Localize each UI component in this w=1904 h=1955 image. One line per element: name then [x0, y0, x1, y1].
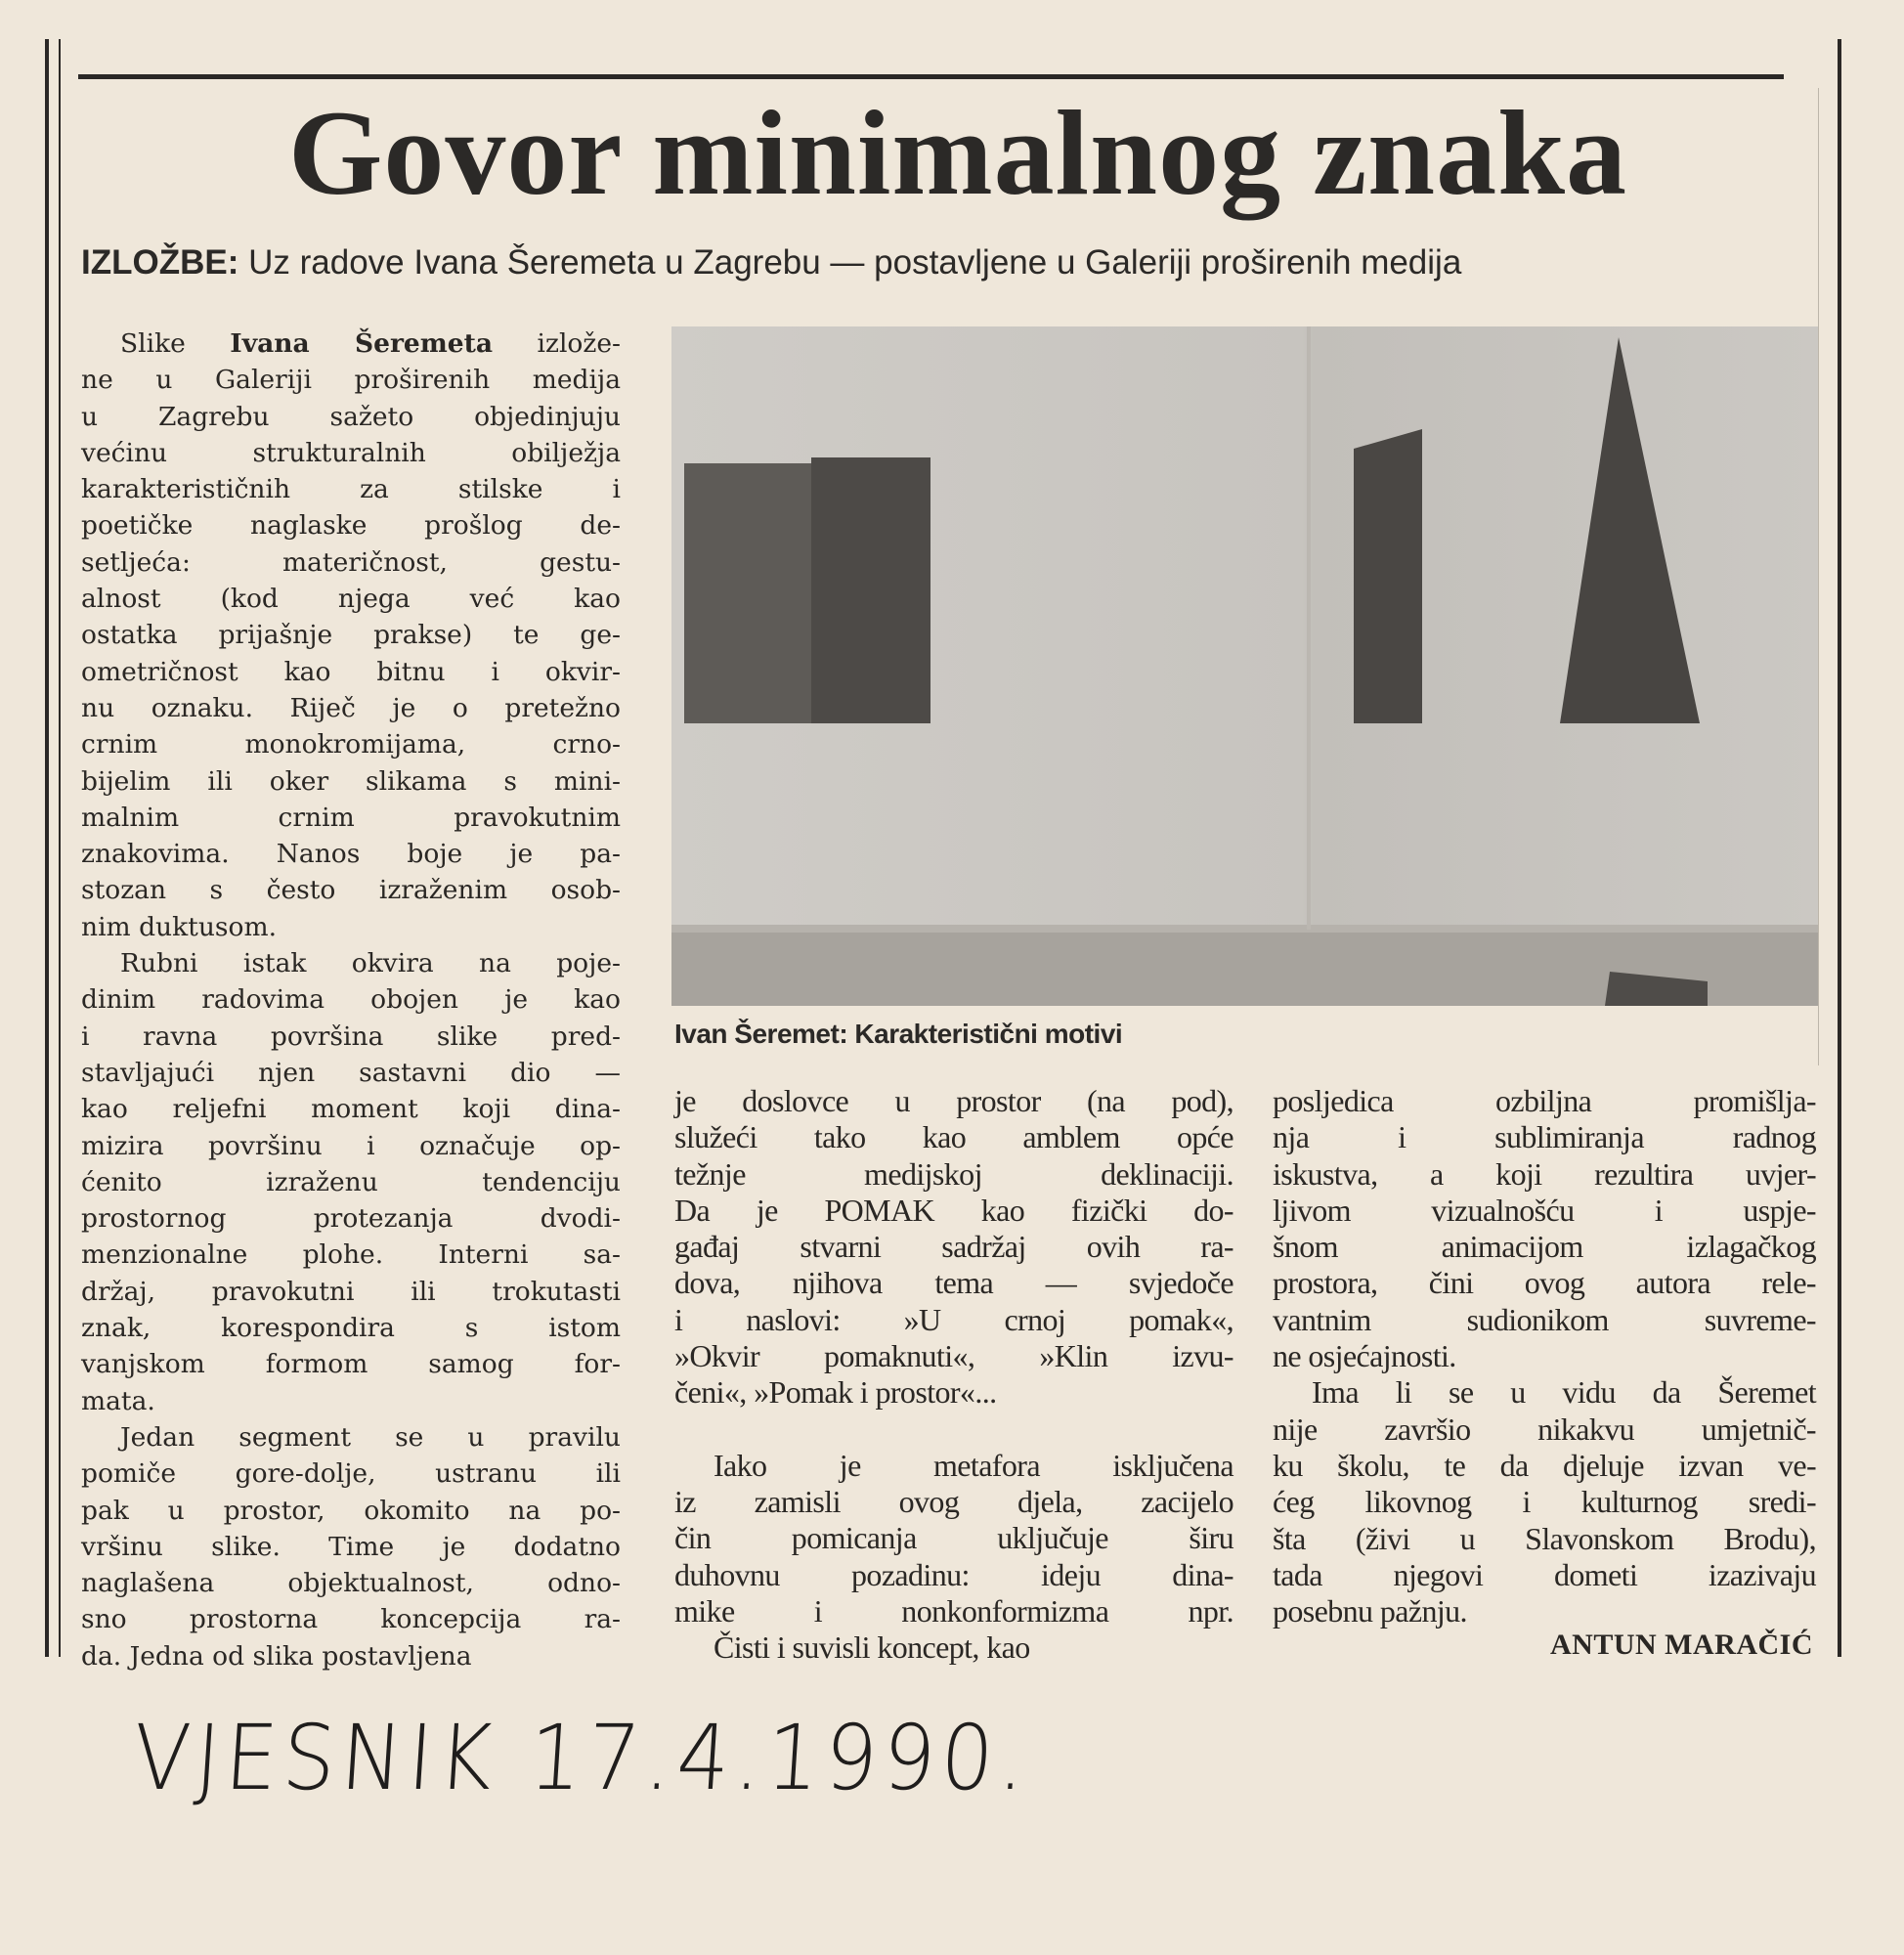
photo-caption: Ivan Šeremet: Karakteristični motivi — [674, 1019, 1123, 1049]
article-line: stozan s često izraženim osob- — [81, 875, 621, 906]
article-column-2 — [674, 1083, 1233, 1666]
article-line: kao reljefni moment koji dina- — [81, 1094, 621, 1125]
handwritten-source-note: VJESNIK 17.4.1990. — [130, 1706, 1034, 1810]
article-line: ne u Galeriji proširenih medija — [81, 365, 621, 396]
article-column-1 — [81, 326, 621, 1674]
article-line: posljedica ozbiljna promišlja- — [1273, 1083, 1816, 1118]
article-line: naglašena objektualnost, odno- — [81, 1568, 621, 1599]
article-line: tada njegovi dometi izazivaju — [1273, 1556, 1816, 1592]
article-line: ljivom vizualnošću i uspje- — [1273, 1192, 1816, 1228]
article-line: alnost (kod njega već kao — [81, 584, 621, 615]
article-line: pomiče gore-dolje, ustranu ili — [81, 1458, 621, 1490]
article-line: »Okvir pomaknuti«, »Klin izvu- — [674, 1338, 1233, 1374]
article-line: nja i sublimiranja radnog — [1273, 1119, 1816, 1155]
article-line: je doslovce u prostor (na pod), — [674, 1083, 1233, 1118]
article-line: iz zamisli ovog djela, zacijelo — [674, 1483, 1233, 1519]
frame-left-rule — [45, 39, 49, 1657]
article-line: znakovima. Nanos boje je pa- — [81, 839, 621, 870]
article-line: dova, njihova tema — svjedoče — [674, 1265, 1233, 1301]
article-line: pak u prostor, okomito na po- — [81, 1495, 621, 1526]
article-line: u Zagrebu sažeto objedinjuju — [81, 401, 621, 432]
shifted-segment — [811, 457, 930, 723]
photo-artworks — [671, 326, 1818, 1006]
article-line: prostornog protezanja dvodi- — [81, 1203, 621, 1235]
article-line: prostora, čini ovog autora rele- — [1273, 1265, 1816, 1301]
article-line: vantnim sudionikom suvreme- — [1273, 1301, 1816, 1337]
article-line: šta (živi u Slavonskom Brodu), — [1273, 1520, 1816, 1556]
article-line: znak, korespondira s istom — [81, 1313, 621, 1344]
article-line: mata. — [81, 1385, 155, 1416]
article-line: ćenito izraženu tendenciju — [81, 1166, 621, 1197]
triangle-painting — [1560, 337, 1700, 723]
article-line: i naslovi: »U crnoj pomak«, — [674, 1301, 1233, 1337]
article-line: posebnu pažnju. — [1273, 1593, 1467, 1629]
article-line: Da je POMAK kao fizički do- — [674, 1192, 1233, 1228]
article-line: Slike Ivana Šeremeta izlože- — [120, 328, 621, 359]
frame-left-rule-inner — [59, 39, 61, 1657]
headline: Govor minimalnog znaka — [287, 86, 1628, 220]
wall-corner — [1307, 326, 1311, 930]
paragraph-gap — [674, 1412, 1233, 1448]
article-line: većinu strukturalnih obilježja — [81, 437, 621, 468]
article-line: iskustva, a koji rezultira uvjer- — [1273, 1155, 1816, 1192]
frame-right-rule — [1838, 39, 1841, 1657]
column-rule — [1818, 88, 1819, 1065]
article-line: gađaj stvarni sadržaj ovih ra- — [674, 1229, 1233, 1265]
article-line: nu oznaku. Riječ je o pretežno — [81, 692, 621, 723]
article-line: vršinu slike. Time je dodatno — [81, 1531, 621, 1562]
article-line: i ravna površina slike pred- — [81, 1021, 621, 1052]
article-line: Ima li se u vidu da Šeremet — [1312, 1374, 1816, 1411]
article-line: šnom animacijom izlagačkog — [1273, 1229, 1816, 1265]
section-label: IZLOŽBE: — [81, 243, 239, 282]
article-line: bijelim ili oker slikama s mini- — [81, 765, 621, 797]
article-line: držaj, pravokutni ili trokutasti — [81, 1276, 621, 1307]
article-line: čeni«, »Pomak i prostor«... — [674, 1374, 997, 1411]
article-line: poetičke naglaske prošlog de- — [81, 510, 621, 542]
article-line: karakterističnih za stilske i — [81, 474, 621, 505]
article-line: služeći tako kao amblem opće — [674, 1119, 1233, 1155]
article-line: mike i nonkonformizma npr. — [674, 1592, 1233, 1629]
article-line: ku školu, te da djeluje izvan ve- — [1273, 1447, 1816, 1483]
article-line: vanjskom formom samog for- — [81, 1349, 621, 1380]
floor-edge — [671, 925, 1818, 933]
article-line: stavljajući njen sastavni dio — — [81, 1057, 621, 1088]
article-line: ne osjećajnosti. — [1273, 1338, 1456, 1374]
article-line: nije završio nikakvu umjetnič- — [1273, 1411, 1816, 1447]
byline: ANTUN MARAČIĆ — [1550, 1629, 1813, 1661]
exhibition-photo — [671, 326, 1818, 1006]
article-line: Iako je metafora isključena — [714, 1447, 1233, 1483]
article-line: crnim monokromijama, crno- — [81, 729, 621, 760]
article-line: Jedan segment se u pravilu — [120, 1421, 621, 1453]
subheadline — [81, 240, 1787, 285]
top-rule — [78, 74, 1784, 79]
article-line: da. Jedna od slika postavljena — [81, 1640, 472, 1672]
article-line: Čisti i suvisli koncept, kao — [714, 1629, 1030, 1666]
article-line: duhovnu pozadinu: ideju dina- — [674, 1556, 1233, 1592]
article-line: težnje medijskoj deklinaciji. — [674, 1155, 1233, 1192]
article-line: setljeća: materičnost, gestu- — [81, 546, 621, 578]
article-line: mizira površinu i označuje op- — [81, 1130, 621, 1161]
article-line: sno prostorna koncepcija ra- — [81, 1604, 621, 1635]
artist-name: Ivana Šeremeta — [230, 328, 494, 359]
vertical-slab-painting — [1354, 429, 1422, 723]
article-line: nim duktusom. — [81, 911, 278, 942]
article-line: ometričnost kao bitnu i okvir- — [81, 656, 621, 687]
article-line: menzionalne plohe. Interni sa- — [81, 1239, 621, 1271]
article-line: malnim crnim pravokutnim — [81, 802, 621, 833]
article-line: Rubni istak okvira na poje- — [120, 948, 621, 979]
subheadline-text: Uz radove Ivana Šeremeta u Zagrebu — postavljene u Galeriji proširenih medija — [248, 243, 1462, 282]
article-line: ostatka prijašnje prakse) te ge- — [81, 620, 621, 651]
article-line: ćeg likovnog i kulturnog sredi- — [1273, 1484, 1816, 1520]
article-column-3 — [1273, 1083, 1816, 1629]
article-line: čin pomicanja uključuje širu — [674, 1520, 1233, 1556]
article-line: dinim radovima obojen je kao — [81, 984, 621, 1016]
